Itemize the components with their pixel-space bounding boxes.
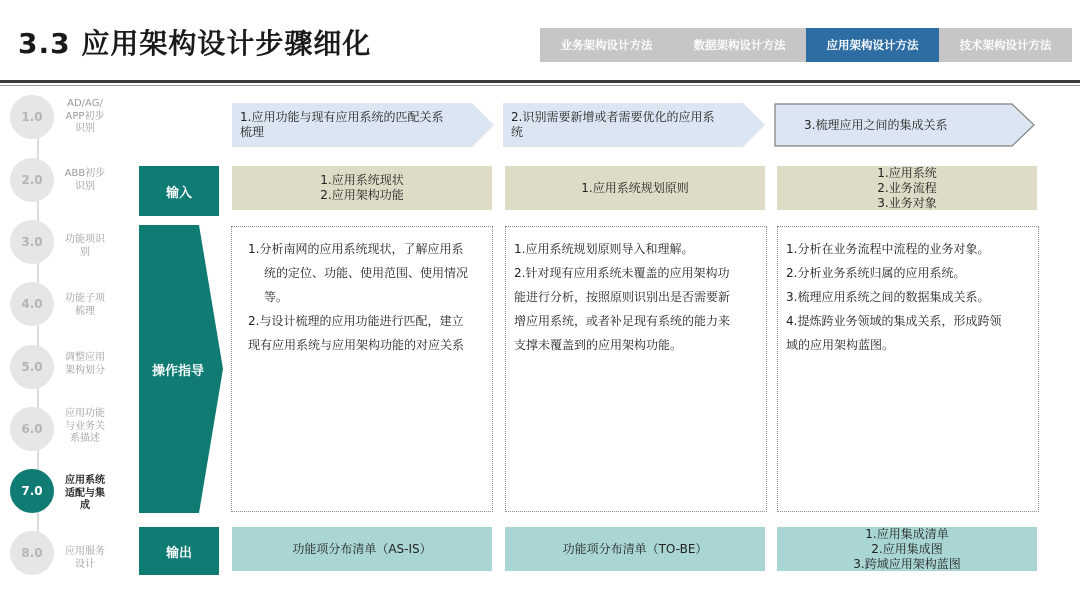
output-item: 3.跨域应用架构蓝图 bbox=[853, 556, 961, 571]
row-label-operation bbox=[139, 225, 225, 513]
step-label: ABB初步 识别 bbox=[64, 168, 106, 192]
header-divider-thin bbox=[0, 85, 1080, 86]
input-item: 2.业务流程 bbox=[877, 180, 937, 195]
output-item: 功能项分布清单（TO-BE） bbox=[562, 541, 708, 556]
step-label: 功能子项 梳理 bbox=[65, 293, 105, 317]
operation-cell bbox=[777, 226, 1039, 512]
page-title: 3.3 应用架构设计步骤细化 bbox=[18, 27, 372, 60]
input-cell bbox=[505, 166, 765, 210]
column-header-text: 3.梳理应用之间的集成关系 bbox=[804, 117, 948, 132]
output-item: 功能项分布清单（AS-IS） bbox=[292, 541, 432, 556]
input-item: 2.应用架构功能 bbox=[320, 188, 404, 202]
operation-line: 1.应用系统规划原则导入和理解。 bbox=[514, 242, 694, 256]
input-item: 1.应用系统 bbox=[877, 165, 937, 180]
input-item: 1.应用系统规划原则 bbox=[581, 180, 689, 195]
tab-business-architecture[interactable]: 业务架构设计方法 bbox=[540, 28, 673, 62]
operation-line: 4.提炼跨业务领域的集成关系，形成跨领 bbox=[786, 314, 1002, 328]
column-header-arrow bbox=[774, 103, 1036, 147]
row-label-operation-text: 操作指导 bbox=[151, 363, 204, 379]
operation-line: 能进行分析，按照原则识别出是否需要新 bbox=[514, 290, 731, 304]
tab-data-architecture[interactable]: 数据架构设计方法 bbox=[673, 28, 806, 62]
tab-technology-architecture[interactable]: 技术架构设计方法 bbox=[939, 28, 1072, 62]
operation-cell bbox=[231, 226, 493, 512]
operation-line: 支撑未覆盖到的应用架构功能。 bbox=[514, 338, 683, 352]
step-circle[interactable]: 4.0 bbox=[10, 282, 54, 326]
operation-line: 统的定位、功能、使用范围、使用情况等。 bbox=[264, 266, 469, 304]
operation-line: 增应用系统，或者补足现有系统的能力来 bbox=[514, 314, 731, 328]
column-header-arrow bbox=[232, 103, 494, 147]
step-label-current: 应用系统 适配与集 成 bbox=[65, 475, 105, 511]
input-item: 1.应用系统现状 bbox=[320, 173, 404, 187]
step-circle[interactable]: 3.0 bbox=[10, 220, 54, 264]
input-item: 3.业务对象 bbox=[877, 195, 937, 210]
row-label-input: 输入 bbox=[139, 166, 219, 216]
operation-cell bbox=[505, 226, 767, 512]
method-tabs bbox=[540, 28, 1072, 62]
column-header-text: 2.识别需要新增或者需要优化的应用系统 bbox=[511, 110, 715, 139]
operation-line: 2.分析业务系统归属的应用系统。 bbox=[786, 266, 966, 280]
step-circle[interactable]: 2.0 bbox=[10, 158, 54, 202]
column-header-arrow bbox=[503, 103, 765, 147]
output-cell bbox=[232, 527, 492, 571]
step-circle[interactable]: 8.0 bbox=[10, 531, 54, 575]
step-label: 功能项识 别 bbox=[65, 234, 105, 258]
step-circle[interactable]: 1.0 bbox=[10, 95, 54, 139]
output-item: 1.应用集成清单 bbox=[865, 526, 949, 541]
operation-line: 现有应用系统与应用架构功能的对应关系 bbox=[248, 338, 465, 352]
step-circle[interactable]: 6.0 bbox=[10, 407, 54, 451]
input-cell bbox=[232, 166, 492, 210]
operation-line: 2.与设计梳理的应用功能进行匹配，建立 bbox=[248, 314, 464, 328]
output-cell bbox=[777, 527, 1037, 571]
step-circle[interactable]: 5.0 bbox=[10, 345, 54, 389]
operation-line: 域的应用架构蓝图。 bbox=[786, 338, 895, 352]
output-cell bbox=[505, 527, 765, 571]
operation-line: 1.分析在业务流程中流程的业务对象。 bbox=[786, 242, 990, 256]
column-header-text: 1.应用功能与现有应用系统的匹配关系梳理 bbox=[240, 110, 444, 139]
step-label: 应用服务 设计 bbox=[65, 546, 105, 570]
tab-application-architecture[interactable]: 应用架构设计方法 bbox=[806, 28, 939, 62]
operation-line: 3.梳理应用系统之间的数据集成关系。 bbox=[786, 290, 990, 304]
input-cell bbox=[777, 166, 1037, 210]
output-item: 2.应用集成图 bbox=[871, 541, 943, 556]
step-label: 调整应用 架构划分 bbox=[65, 352, 105, 376]
operation-line: 1.分析南网的应用系统现状，了解应用系 bbox=[248, 242, 464, 256]
operation-line: 2.针对现有应用系统未覆盖的应用架构功 bbox=[514, 266, 730, 280]
step-circle-current[interactable]: 7.0 bbox=[10, 469, 54, 513]
step-label: AD/AG/ APP初步 识别 bbox=[65, 98, 105, 134]
header-divider bbox=[0, 80, 1080, 83]
step-label: 应用功能 与业务关 系描述 bbox=[65, 408, 105, 444]
row-label-output: 输出 bbox=[139, 527, 219, 575]
